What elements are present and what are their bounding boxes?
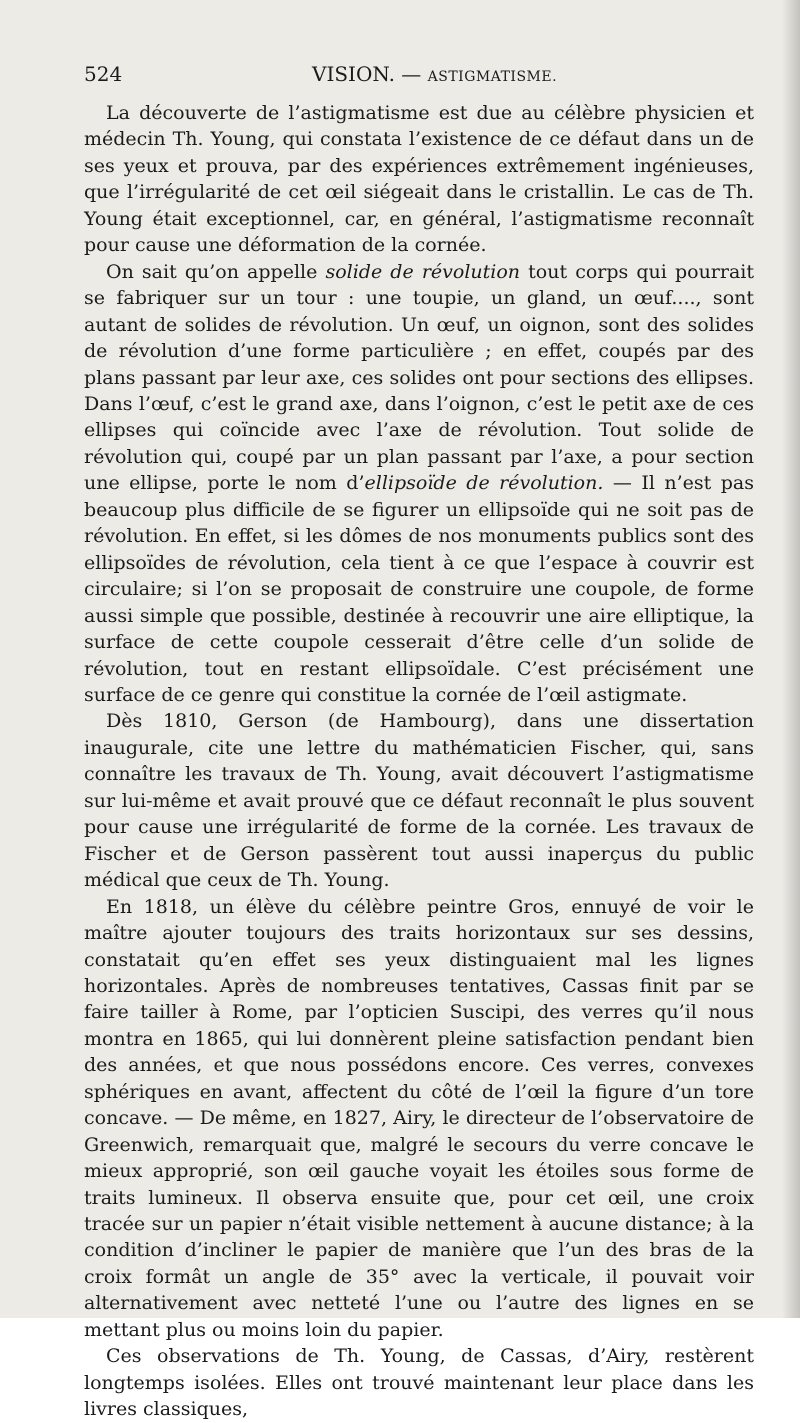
running-title-subtitle: ASTIGMATISME.	[427, 69, 558, 85]
page-number: 524	[84, 62, 123, 86]
paragraph-observations-isolated: Ces observations de Th. Young, de Cassas, d’Airy, restèrent longtemps isolées. Elles ont trouvé maintenant leur place dans les livres classiques,	[84, 1345, 754, 1421]
paragraph-astigmatism-discovery: La découverte de l’astigmatisme est due au célèbre physicien et médecin Th. Young, qui constata l’existence de ce défaut dans un de ses yeux et prouva, par des expériences extrêmement ingénieuses, que l’irrégularité de cet œil siégeait dans le cristallin. Le cas de Th. Young était exceptionnel, car, en général, l’astigmatisme reconnaît pour cause une déformation de la cornée.	[84, 102, 754, 257]
paragraph-cassas-airy: En 1818, un élève du célèbre peintre Gros, ennuyé de voir le maître ajouter toujours des traits horizontaux sur ses dessins, constatait qu’en effet ses yeux distinguaient mal les lignes horizontales. Après de nombreuses tentatives, Cassas finit par se faire tailler à Rome, par l’opticien Suscipi, des verres qu’il nous montra en 1865, qui lui donnèrent pleine satisfaction pendant bien des années, et que nous possédons encore. Ces verres, convexes sphériques en avant, affectent du côté de l’œil la figure d’un tore concave. — De même, en 1827, Airy, le directeur de l’observatoire de Greenwich, remarquait que, malgré le secours du verre concave le mieux approprié, son œil gauche voyait les étoiles sous forme de traits lumineux. Il observa ensuite que, pour cet œil, une croix tracée sur un papier n’était visible nettement à aucune distance; à la condition d’incliner le papier de manière que l’un des bras de la croix formât un angle de 35° avec la verticale, il pouvait voir alternativement avec netteté l’une ou l’autre des lignes en se mettant plus ou moins loin du papier.	[84, 895, 754, 1341]
italic-term-ellipsoid-of-revolution: ellipsoïde de révolution.	[364, 472, 604, 495]
running-title	[312, 62, 557, 86]
paragraph-text-segment: tout corps qui pourrait se fabriquer sur un tour : une toupie, un gland, un œuf...., sont autant de solides de révolution. Un œuf, un oignon, sont des solides de révolution d’une forme particulière ; en effet, coupés par des plans passant par leur axe, ces solides ont pour sections des ellipses. Dans l’œuf, c’est le grand axe, dans l’oignon, c’est le petit axe de ces ellipses qui coïncide avec l’axe de révolution. Tout solide de révolution qui, coupé par un plan passant par l’axe, a pour section une ellipse, porte le nom d’	[84, 260, 755, 495]
body-text	[84, 100, 754, 1423]
running-header	[84, 62, 754, 90]
paragraph-text-segment: On sait qu’on appelle	[106, 260, 326, 283]
italic-term-solid-of-revolution: solide de révolution	[325, 260, 521, 283]
running-title-main: VISION. —	[312, 62, 422, 86]
paragraph-gerson-fischer: Dès 1810, Gerson (de Hambourg), dans une dissertation inaugurale, cite une lettre du mathématicien Fischer, qui, sans connaître les travaux de Th. Young, avait découvert l’astigmatisme sur lui-même et avait prouvé que ce défaut reconnaît le plus souvent pour cause une irrégularité de forme de la cornée. Les travaux de Fischer et de Gerson passèrent tout aussi inaperçus du public médical que ceux de Th. Young.	[84, 710, 754, 892]
paragraph-solid-of-revolution	[84, 259, 754, 709]
paragraph-text-segment: — Il n’est pas beaucoup plus difficile de se figurer un ellipsoïde qui ne soit pas de révolution. En effet, si les dômes de nos monuments publics sont des ellipsoïdes de révolution, cela tient à ce que l’espace à couvrir est circulaire; si l’on se proposait de construire une coupole, de forme aussi simple que possible, destinée à recouvrir une aire elliptique, la surface de cette coupole cesserait d’être celle d’un solide de révolution, tout en restant ellipsoïdale. C’est précisément une surface de ce genre qui constitue la cornée de l’œil astigmate.	[84, 472, 754, 706]
